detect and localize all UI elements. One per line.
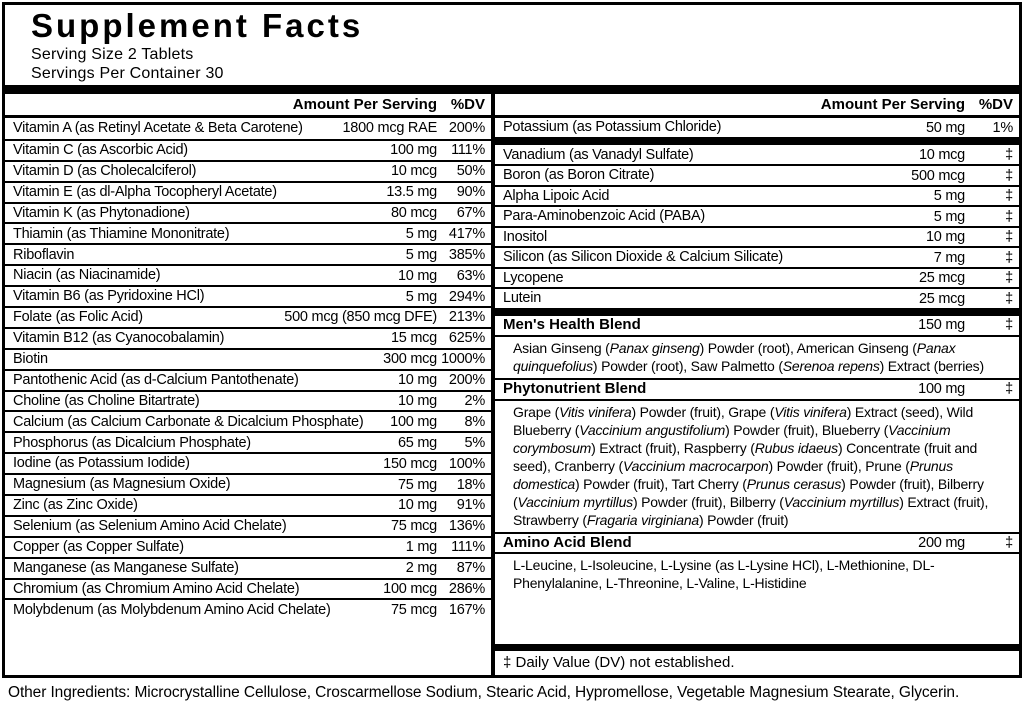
nutrient-name: Molybdenum (as Molybdenum Amino Acid Chelate) bbox=[13, 601, 331, 618]
nutrient-name: Vitamin D (as Cholecalciferol) bbox=[13, 162, 197, 179]
nutrient-amount: 10 mg bbox=[925, 229, 965, 246]
nutrient-dv: ‡ bbox=[1005, 188, 1013, 205]
dv-footnote: ‡ Daily Value (DV) not established. bbox=[503, 654, 735, 671]
nutrient-dv: 111% bbox=[451, 539, 485, 556]
nutrient-row bbox=[495, 246, 1019, 267]
nutrient-amount: 100 mg bbox=[390, 413, 437, 430]
nutrient-row bbox=[5, 264, 491, 285]
nutrient-name: Folate (as Folic Acid) bbox=[13, 309, 143, 326]
nutrient-dv: ‡ bbox=[1005, 229, 1013, 246]
nutrient-dv: 5% bbox=[464, 434, 485, 451]
separator-bar-thick bbox=[495, 308, 1019, 316]
nutrient-amount: 2 mg bbox=[405, 560, 437, 577]
nutrient-name: Vanadium (as Vanadyl Sulfate) bbox=[503, 146, 694, 163]
percent-dv-header: %DV bbox=[450, 96, 485, 113]
blend-description: L-Leucine, L-Isoleucine, L-Lysine (as L-Lysine HCl), L-Methionine, DL-Phenylalanine, L-Threonine, L-Valine, L-Histidine bbox=[495, 552, 1019, 595]
nutrient-dv: ‡ bbox=[1005, 290, 1013, 307]
right-nutrient-rows bbox=[495, 145, 1019, 308]
blend-description: Grape (Vitis vinifera) Powder (fruit), Grape (Vitis vinifera) Extract (seed), Wild Blueberry (Vaccinium angustifolium) Powder (fruit), Blueberry (Vaccinium corymbosum) Extract (fruit), Raspberry (Rubus idaeus) Concentrate (fruit and seed), Cranberry (Vaccinium macrocarpon) Powder (fruit), Prune (Prunus domestica) Powder (fruit), Tart Cherry (Prunus cerasus) Powder (fruit), Bilberry (Vaccinium myrtillus) Powder (fruit), Bilberry (Vaccinium myrtillus) Extract (fruit), Strawberry (Fragaria virginiana) Powder (fruit) bbox=[495, 399, 1019, 532]
nutrient-name: Para-Aminobenzoic Acid (PABA) bbox=[503, 208, 706, 225]
nutrient-name: Lycopene bbox=[503, 269, 564, 286]
nutrient-amount: 80 mcg bbox=[390, 205, 437, 221]
nutrient-row bbox=[5, 473, 491, 494]
blend-description: Asian Ginseng (Panax ginseng) Powder (root), American Ginseng (Panax quinquefolius) Powder (root), Saw Palmetto (Serenoa repens) Extract (berries) bbox=[495, 335, 1019, 378]
nutrient-name: Pantothenic Acid (as d-Calcium Pantothenate) bbox=[13, 371, 299, 388]
blend-amount: 200 mg bbox=[918, 534, 965, 551]
nutrient-dv: 385% bbox=[448, 246, 485, 263]
nutrient-row bbox=[5, 118, 491, 139]
nutrient-amount: 300 mcg bbox=[383, 351, 437, 368]
nutrient-row bbox=[5, 557, 491, 578]
nutrient-amount: 1800 mcg RAE bbox=[342, 120, 437, 137]
nutrient-name: Biotin bbox=[13, 350, 48, 367]
nutrient-name: Copper (as Copper Sulfate) bbox=[13, 539, 184, 555]
nutrient-amount: 5 mg bbox=[405, 225, 437, 242]
nutrient-dv: 294% bbox=[448, 288, 485, 305]
nutrient-amount: 5 mg bbox=[405, 288, 437, 305]
nutrient-dv: 8% bbox=[464, 413, 485, 430]
nutrient-row bbox=[495, 145, 1019, 164]
left-column-header bbox=[5, 94, 491, 118]
nutrient-amount: 10 mg bbox=[397, 393, 437, 410]
nutrient-dv: 213% bbox=[448, 309, 485, 326]
nutrient-name: Vitamin B6 (as Pyridoxine HCl) bbox=[13, 288, 205, 305]
panel-header bbox=[5, 5, 1019, 85]
amount-per-serving-header: Amount Per Serving bbox=[292, 96, 437, 113]
nutrient-dv: 50% bbox=[456, 163, 485, 180]
supplement-facts-panel bbox=[2, 2, 1022, 678]
nutrient-dv: 18% bbox=[456, 476, 485, 493]
panel-title: Supplement Facts bbox=[31, 7, 364, 44]
nutrient-name: Alpha Lipoic Acid bbox=[503, 187, 610, 204]
nutrient-name: Choline (as Choline Bitartrate) bbox=[13, 392, 200, 409]
nutrient-amount: 75 mg bbox=[397, 476, 437, 493]
right-column bbox=[495, 94, 1019, 675]
nutrient-row bbox=[5, 139, 491, 160]
blend-dv: ‡ bbox=[1005, 381, 1013, 398]
nutrient-dv: 286% bbox=[448, 581, 485, 598]
left-column bbox=[5, 94, 491, 675]
nutrient-name: Chromium (as Chromium Amino Acid Chelate) bbox=[13, 580, 300, 597]
nutrient-row-potassium bbox=[495, 118, 1019, 137]
nutrient-amount: 5 mg bbox=[405, 246, 437, 263]
nutrient-amount: 150 mcg bbox=[383, 455, 437, 472]
blend-name: Men's Health Blend bbox=[503, 316, 641, 334]
nutrient-amount: 5 mg bbox=[933, 208, 965, 225]
nutrient-row bbox=[495, 287, 1019, 308]
nutrient-row bbox=[5, 160, 491, 181]
nutrient-amount: 13.5 mg bbox=[386, 184, 437, 201]
nutrient-dv: 2% bbox=[464, 393, 485, 410]
nutrient-amount: 7 mg bbox=[933, 249, 965, 266]
nutrient-name: Vitamin A (as Retinyl Acetate & Beta Carotene) bbox=[13, 120, 303, 137]
nutrient-name: Iodine (as Potassium Iodide) bbox=[13, 455, 190, 472]
nutrient-row bbox=[5, 369, 491, 390]
nutrient-name: Silicon (as Silicon Dioxide & Calcium Silicate) bbox=[503, 249, 783, 266]
nutrient-amount: 5 mg bbox=[933, 188, 965, 205]
nutrient-dv: 111% bbox=[451, 142, 485, 159]
nutrient-row bbox=[5, 222, 491, 243]
facts-columns bbox=[5, 94, 1019, 675]
separator-bar-thick bbox=[495, 137, 1019, 145]
blend-name: Phytonutrient Blend bbox=[503, 380, 647, 398]
percent-dv-header: %DV bbox=[978, 96, 1013, 113]
nutrient-row bbox=[5, 348, 491, 369]
nutrient-amount: 500 mcg bbox=[911, 167, 965, 184]
nutrient-amount: 15 mcg bbox=[390, 330, 437, 347]
nutrient-dv: 625% bbox=[448, 330, 485, 347]
nutrient-row bbox=[5, 536, 491, 557]
separator-bar-thick bbox=[495, 644, 1019, 651]
blend-amount: 100 mg bbox=[918, 381, 965, 398]
blend-sections bbox=[495, 316, 1019, 595]
nutrient-amount: 10 mg bbox=[397, 372, 437, 389]
blend-section bbox=[495, 532, 1019, 596]
separator-bar-thick bbox=[5, 85, 1019, 94]
nutrient-dv: 91% bbox=[456, 497, 485, 514]
servings-per-container: Servings Per Container 30 bbox=[31, 65, 224, 82]
nutrient-amount: 65 mg bbox=[397, 434, 437, 451]
nutrient-dv: ‡ bbox=[1005, 249, 1013, 266]
nutrient-name: Boron (as Boron Citrate) bbox=[503, 167, 655, 184]
nutrient-name: Vitamin E (as dl-Alpha Tocopheryl Acetate) bbox=[13, 183, 277, 200]
blend-section bbox=[495, 378, 1019, 532]
blend-header-row bbox=[495, 316, 1019, 335]
nutrient-dv: ‡ bbox=[1005, 270, 1013, 287]
nutrient-amount: 10 mcg bbox=[918, 146, 965, 163]
nutrient-row bbox=[5, 598, 491, 619]
nutrient-name: Thiamin (as Thiamine Mononitrate) bbox=[13, 225, 230, 242]
nutrient-name: Phosphorus (as Dicalcium Phosphate) bbox=[13, 434, 251, 451]
nutrient-amount: 10 mg bbox=[397, 497, 437, 514]
left-nutrient-rows bbox=[5, 118, 491, 619]
nutrient-name: Riboflavin bbox=[13, 246, 75, 263]
nutrient-name: Vitamin K (as Phytonadione) bbox=[13, 204, 190, 221]
nutrient-row bbox=[5, 578, 491, 599]
nutrient-dv: ‡ bbox=[1005, 167, 1013, 184]
nutrient-name: Niacin (as Niacinamide) bbox=[13, 267, 161, 284]
nutrient-name: Vitamin B12 (as Cyanocobalamin) bbox=[13, 330, 225, 347]
nutrient-amount: 75 mcg bbox=[390, 518, 437, 535]
nutrient-name: Calcium (as Calcium Carbonate & Dicalcium Phosphate) bbox=[13, 413, 364, 430]
blend-dv: ‡ bbox=[1005, 534, 1013, 551]
nutrient-dv: 200% bbox=[448, 372, 485, 389]
right-column-header bbox=[495, 94, 1019, 118]
nutrient-name: Selenium (as Selenium Amino Acid Chelate) bbox=[13, 518, 287, 535]
nutrient-dv: 167% bbox=[448, 601, 485, 618]
nutrient-amount: 25 mcg bbox=[918, 270, 965, 287]
nutrient-dv: ‡ bbox=[1005, 208, 1013, 225]
nutrient-row bbox=[495, 267, 1019, 288]
nutrient-dv: 1000% bbox=[441, 351, 485, 368]
nutrient-amount: 75 mcg bbox=[390, 601, 437, 618]
nutrient-row bbox=[5, 515, 491, 536]
nutrient-dv: 67% bbox=[456, 205, 485, 221]
nutrient-dv: 136% bbox=[448, 518, 485, 535]
nutrient-name: Potassium (as Potassium Chloride) bbox=[503, 119, 722, 136]
nutrient-row bbox=[5, 431, 491, 452]
nutrient-row bbox=[5, 202, 491, 223]
blend-section bbox=[495, 316, 1019, 378]
nutrient-dv: 63% bbox=[456, 267, 485, 284]
nutrient-name: Magnesium (as Magnesium Oxide) bbox=[13, 476, 231, 493]
nutrient-name: Zinc (as Zinc Oxide) bbox=[13, 497, 138, 514]
nutrient-dv: 100% bbox=[448, 455, 485, 472]
nutrient-amount: 1 mg bbox=[405, 539, 437, 556]
other-ingredients: Other Ingredients: Microcrystalline Cellulose, Croscarmellose Sodium, Stearic Acid, Hypromellose, Vegetable Magnesium Stearate, Glycerin. bbox=[8, 684, 960, 701]
nutrient-dv: 417% bbox=[448, 225, 485, 242]
nutrient-name: Manganese (as Manganese Sulfate) bbox=[13, 559, 239, 576]
nutrient-row bbox=[5, 327, 491, 348]
nutrient-row bbox=[495, 205, 1019, 226]
nutrient-dv: 1% bbox=[992, 119, 1013, 136]
nutrient-amount: 25 mcg bbox=[918, 290, 965, 307]
serving-size: Serving Size 2 Tablets bbox=[31, 46, 194, 63]
nutrient-name: Vitamin C (as Ascorbic Acid) bbox=[13, 142, 188, 159]
nutrient-amount: 100 mcg bbox=[383, 581, 437, 598]
nutrient-row bbox=[5, 306, 491, 327]
blend-name: Amino Acid Blend bbox=[503, 533, 632, 551]
blend-amount: 150 mg bbox=[918, 317, 965, 334]
nutrient-row bbox=[5, 390, 491, 411]
blend-dv: ‡ bbox=[1005, 317, 1013, 334]
nutrient-row bbox=[5, 285, 491, 306]
nutrient-row bbox=[5, 410, 491, 431]
nutrient-name: Lutein bbox=[503, 290, 542, 307]
nutrient-amount: 500 mcg (850 mcg DFE) bbox=[284, 309, 437, 326]
nutrient-amount: 10 mcg bbox=[390, 163, 437, 180]
blend-header-row bbox=[495, 532, 1019, 553]
blend-header-row bbox=[495, 378, 1019, 399]
nutrient-amount: 10 mg bbox=[397, 267, 437, 284]
nutrient-row bbox=[5, 243, 491, 264]
nutrient-name: Inositol bbox=[503, 228, 547, 245]
amount-per-serving-header: Amount Per Serving bbox=[820, 96, 965, 113]
nutrient-amount: 100 mg bbox=[390, 142, 437, 159]
nutrient-dv: ‡ bbox=[1005, 146, 1013, 163]
nutrient-row bbox=[495, 185, 1019, 206]
nutrient-dv: 87% bbox=[456, 560, 485, 577]
nutrient-row bbox=[5, 494, 491, 515]
nutrient-dv: 90% bbox=[456, 184, 485, 201]
nutrient-dv: 200% bbox=[448, 120, 485, 137]
nutrient-row bbox=[5, 181, 491, 202]
nutrient-row bbox=[495, 164, 1019, 185]
nutrient-row bbox=[495, 226, 1019, 247]
nutrient-row bbox=[5, 452, 491, 473]
nutrient-amount: 50 mg bbox=[925, 119, 965, 136]
